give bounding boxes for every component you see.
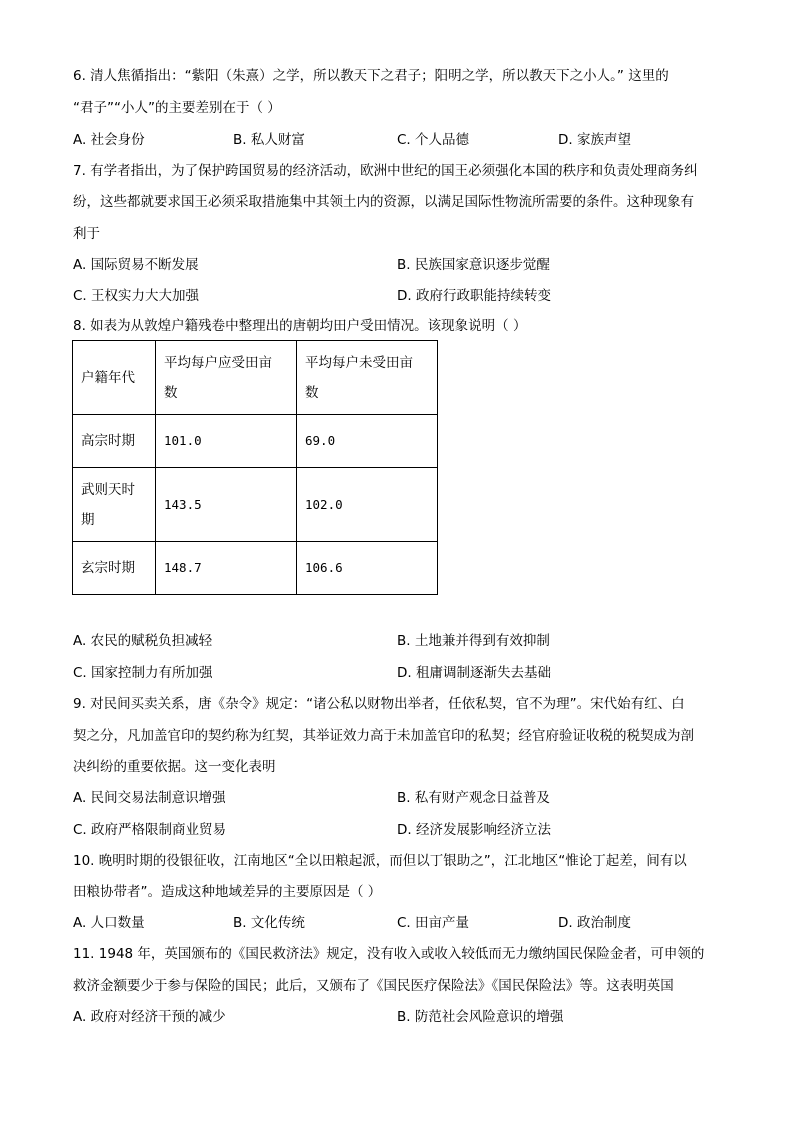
q6-option-a[interactable]: A. 社会身份 xyxy=(73,132,145,148)
table-cell-period: 高宗时期 xyxy=(73,415,156,468)
q6-stem-line1: 6. 清人焦循指出：“紫阳（朱熹）之学，所以教天下之君子；阳明之学，所以教天下之小人。” 这里的 xyxy=(73,68,669,84)
q7-option-c[interactable]: C. 王权实力大大加强 xyxy=(73,288,200,304)
q10-option-b[interactable]: B. 文化传统 xyxy=(233,915,305,931)
table-cell-period: 玄宗时期 xyxy=(73,542,156,595)
table-cell-unreceived: 106.6 xyxy=(297,542,438,595)
q6-option-d[interactable]: D. 家族声望 xyxy=(558,132,631,148)
q7-option-b[interactable]: B. 民族国家意识逐步觉醒 xyxy=(397,257,550,273)
table-cell-due: 143.5 xyxy=(156,468,297,542)
table-cell-due: 101.0 xyxy=(156,415,297,468)
table-cell-unreceived: 69.0 xyxy=(297,415,438,468)
q8-option-d[interactable]: D. 租庸调制逐渐失去基础 xyxy=(397,665,551,681)
q8-option-a[interactable]: A. 农民的赋税负担减轻 xyxy=(73,633,213,649)
q9-option-c[interactable]: C. 政府严格限制商业贸易 xyxy=(73,822,227,838)
q7-option-a[interactable]: A. 国际贸易不断发展 xyxy=(73,257,199,273)
q8-option-c[interactable]: C. 国家控制力有所加强 xyxy=(73,665,213,681)
table-cell-period: 武则天时 期 xyxy=(73,468,156,542)
q9-stem-line1: 9. 对民间买卖关系，唐《杂令》规定：“诸公私以财物出举者，任依私契，官不为理”。宋代始有红、白 xyxy=(73,696,685,712)
q6-option-b[interactable]: B. 私人财富 xyxy=(233,132,305,148)
q7-stem-line3: 利于 xyxy=(73,226,100,242)
table-cell-due: 148.7 xyxy=(156,542,297,595)
q9-option-d[interactable]: D. 经济发展影响经济立法 xyxy=(397,822,551,838)
table-header-cell: 户籍年代 xyxy=(73,341,156,415)
q9-stem-line3: 决纠纷的重要依据。这一变化表明 xyxy=(73,759,276,775)
q11-stem-line1: 11. 1948 年，英国颁布的《国民救济法》规定，没有收入或收入较低而无力缴纳国民保险金者，可申领的 xyxy=(73,946,705,962)
table-header-cell: 平均每户应受田亩 数 xyxy=(156,341,297,415)
q8-stem-line1: 8. 如表为从敦煌户籍残卷中整理出的唐朝均田户受田情况。该现象说明（ ） xyxy=(73,318,527,334)
table-header-cell: 平均每户未受田亩 数 xyxy=(297,341,438,415)
table-header-row xyxy=(73,341,438,415)
table-row xyxy=(73,468,438,542)
q10-option-a[interactable]: A. 人口数量 xyxy=(73,915,145,931)
land-allocation-table xyxy=(72,340,438,595)
q7-stem-line2: 纷，这些都就要求国王必须采取措施集中其领土内的资源，以满足国际性物流所需要的条件。这种现象有 xyxy=(73,194,694,210)
q10-option-c[interactable]: C. 田亩产量 xyxy=(397,915,470,931)
q9-stem-line2: 契之分，凡加盖官印的契约称为红契，其举证效力高于未加盖官印的私契；经官府验证收税的税契成为剖 xyxy=(73,728,694,744)
table-row xyxy=(73,415,438,468)
q9-option-a[interactable]: A. 民间交易法制意识增强 xyxy=(73,790,226,806)
q11-option-b[interactable]: B. 防范社会风险意识的增强 xyxy=(397,1009,564,1025)
q10-stem-line1: 10. 晚明时期的役银征收，江南地区“全以田粮起派，而但以丁银助之”，江北地区“惟论丁起差，间有以 xyxy=(73,853,687,869)
q8-option-b[interactable]: B. 土地兼并得到有效抑制 xyxy=(397,633,550,649)
q6-option-c[interactable]: C. 个人品德 xyxy=(397,132,470,148)
table-row xyxy=(73,542,438,595)
table-cell-unreceived: 102.0 xyxy=(297,468,438,542)
q7-stem-line1: 7. 有学者指出，为了保护跨国贸易的经济活动，欧洲中世纪的国王必须强化本国的秩序和负责处理商务纠 xyxy=(73,163,698,179)
q9-option-b[interactable]: B. 私有财产观念日益普及 xyxy=(397,790,550,806)
q11-stem-line2: 救济金额要少于参与保险的国民；此后，又颁布了《国民医疗保险法》《国民保险法》等。这表明英国 xyxy=(73,978,674,994)
q6-stem-line2: “君子”“小人”的主要差别在于（ ） xyxy=(73,100,281,116)
q10-stem-line2: 田粮协带者”。造成这种地域差异的主要原因是（ ） xyxy=(73,884,382,900)
q11-option-a[interactable]: A. 政府对经济干预的减少 xyxy=(73,1009,226,1025)
q10-option-d[interactable]: D. 政治制度 xyxy=(558,915,631,931)
q7-option-d[interactable]: D. 政府行政职能持续转变 xyxy=(397,288,551,304)
